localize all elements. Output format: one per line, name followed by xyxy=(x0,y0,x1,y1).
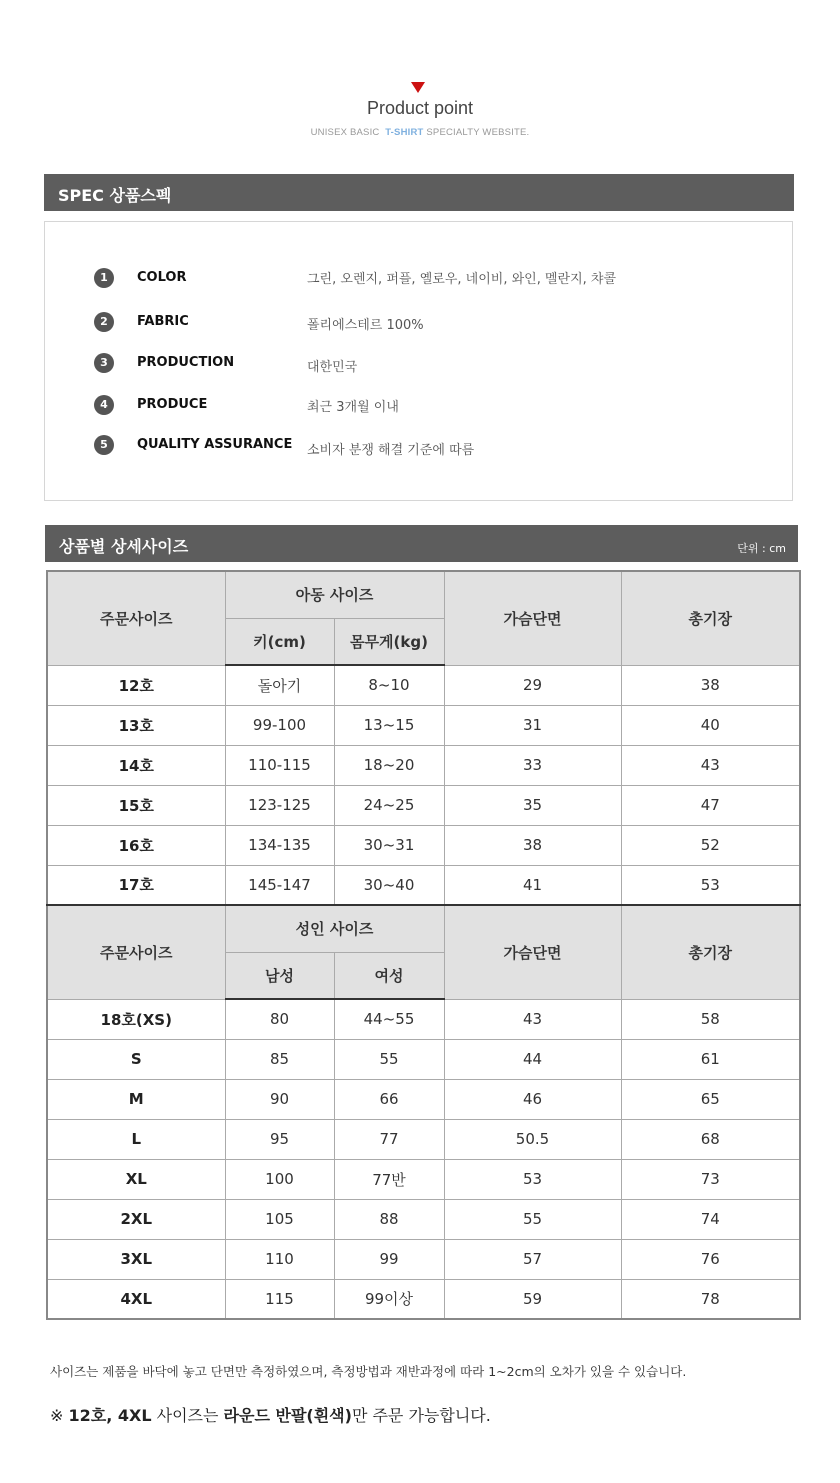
cell: 52 xyxy=(621,825,800,865)
unit-label: 단위 : cm xyxy=(737,542,786,555)
spec-box xyxy=(44,221,793,501)
cell: 55 xyxy=(444,1199,621,1239)
cell-size: 3XL xyxy=(47,1239,225,1279)
col-chest: 가슴단면 xyxy=(444,905,621,999)
cell: 46 xyxy=(444,1079,621,1119)
cell: 134-135 xyxy=(225,825,334,865)
number-badge-icon: 2 xyxy=(94,312,114,332)
spec-value: 소비자 분쟁 해결 기준에 따름 xyxy=(307,443,475,458)
col-length: 총기장 xyxy=(621,905,800,999)
cell: 8~10 xyxy=(334,665,444,705)
spec-row-fabric xyxy=(45,310,792,332)
order-note xyxy=(50,1403,491,1426)
cell-size: S xyxy=(47,1039,225,1079)
table-header-row xyxy=(47,905,800,952)
spec-row-produce xyxy=(45,393,792,415)
spec-row-quality xyxy=(45,433,792,458)
cell: 43 xyxy=(621,745,800,785)
size-table xyxy=(46,570,801,1320)
number-badge-icon: 1 xyxy=(94,268,114,288)
spec-value: 폴리에스테르 100% xyxy=(307,318,424,333)
cell-size: 15호 xyxy=(47,785,225,825)
spec-value: 대한민국 xyxy=(307,360,358,375)
col-female: 여성 xyxy=(334,952,444,999)
cell: 88 xyxy=(334,1199,444,1239)
cell: 115 xyxy=(225,1279,334,1319)
note-prefix: ※ xyxy=(50,1406,69,1425)
spec-header-bar xyxy=(44,174,794,211)
number-badge-icon: 4 xyxy=(94,395,114,415)
cell-size: 18호(XS) xyxy=(47,999,225,1039)
spec-key: COLOR xyxy=(137,270,187,285)
cell: 44 xyxy=(444,1039,621,1079)
table-row xyxy=(47,665,800,705)
cell: 58 xyxy=(621,999,800,1039)
number-badge-icon: 5 xyxy=(94,435,114,455)
cell: 40 xyxy=(621,705,800,745)
cell: 80 xyxy=(225,999,334,1039)
cell-size: 14호 xyxy=(47,745,225,785)
cell: 145-147 xyxy=(225,865,334,905)
cell: 47 xyxy=(621,785,800,825)
cell: 77 xyxy=(334,1119,444,1159)
note-bold-sizes: 12호, 4XL xyxy=(68,1406,152,1425)
table-row xyxy=(47,1159,800,1199)
cell-size: 17호 xyxy=(47,865,225,905)
col-order-size: 주문사이즈 xyxy=(47,571,225,665)
cell-size: 4XL xyxy=(47,1279,225,1319)
spec-key: PRODUCE xyxy=(137,397,208,412)
cell: 53 xyxy=(444,1159,621,1199)
cell-size: M xyxy=(47,1079,225,1119)
cell: 38 xyxy=(621,665,800,705)
cell: 59 xyxy=(444,1279,621,1319)
section-subtitle xyxy=(0,127,840,138)
cell: 76 xyxy=(621,1239,800,1279)
cell: 50.5 xyxy=(444,1119,621,1159)
spec-value: 최근 3개월 이내 xyxy=(307,400,399,415)
cell: 55 xyxy=(334,1039,444,1079)
col-chest: 가슴단면 xyxy=(444,571,621,665)
table-row xyxy=(47,1039,800,1079)
spec-row-color xyxy=(45,266,792,288)
size-header-bar xyxy=(45,525,798,562)
cell-size: 13호 xyxy=(47,705,225,745)
cell: 33 xyxy=(444,745,621,785)
cell: 99 xyxy=(334,1239,444,1279)
cell: 123-125 xyxy=(225,785,334,825)
spec-value: 그린, 오렌지, 퍼플, 옐로우, 네이비, 와인, 멜란지, 챠콜 xyxy=(307,272,617,287)
table-row xyxy=(47,745,800,785)
subtitle-post: SPECIALTY WEBSITE. xyxy=(426,127,530,138)
cell: 29 xyxy=(444,665,621,705)
cell: 110 xyxy=(225,1239,334,1279)
spec-key: FABRIC xyxy=(137,314,189,329)
cell: 99이상 xyxy=(334,1279,444,1319)
spec-key: PRODUCTION xyxy=(137,355,235,370)
size-title: 상품별 상세사이즈 xyxy=(59,537,189,556)
cell: 95 xyxy=(225,1119,334,1159)
cell: 61 xyxy=(621,1039,800,1079)
col-adult-group: 성인 사이즈 xyxy=(225,905,444,952)
cell: 77반 xyxy=(334,1159,444,1199)
col-order-size: 주문사이즈 xyxy=(47,905,225,999)
table-row xyxy=(47,1279,800,1319)
section-title: Product point xyxy=(366,98,474,118)
cell: 38 xyxy=(444,825,621,865)
note-text: 사이즈는 xyxy=(151,1406,224,1425)
cell: 74 xyxy=(621,1199,800,1239)
table-row xyxy=(47,865,800,905)
note-bold-style: 라운드 반팔(흰색) xyxy=(223,1406,352,1425)
cell-size: L xyxy=(47,1119,225,1159)
cell: 85 xyxy=(225,1039,334,1079)
cell: 68 xyxy=(621,1119,800,1159)
cell: 105 xyxy=(225,1199,334,1239)
cell-size: 2XL xyxy=(47,1199,225,1239)
cell: 99-100 xyxy=(225,705,334,745)
cell: 44~55 xyxy=(334,999,444,1039)
cell: 57 xyxy=(444,1239,621,1279)
down-arrow-icon xyxy=(411,82,425,93)
number-badge-icon: 3 xyxy=(94,353,114,373)
table-row xyxy=(47,1079,800,1119)
spec-key: QUALITY ASSURANCE xyxy=(137,437,293,452)
subtitle-highlight: T-SHIRT xyxy=(385,127,424,138)
cell: 66 xyxy=(334,1079,444,1119)
cell: 43 xyxy=(444,999,621,1039)
cell: 30~40 xyxy=(334,865,444,905)
cell: 31 xyxy=(444,705,621,745)
cell: 73 xyxy=(621,1159,800,1199)
spec-row-production xyxy=(45,351,792,373)
cell: 110-115 xyxy=(225,745,334,785)
col-weight: 몸무게(kg) xyxy=(334,618,444,665)
cell: 돌아기 xyxy=(225,665,334,705)
cell-size: XL xyxy=(47,1159,225,1199)
cell: 30~31 xyxy=(334,825,444,865)
note-text: 만 주문 가능합니다. xyxy=(351,1406,491,1425)
cell: 13~15 xyxy=(334,705,444,745)
cell-size: 16호 xyxy=(47,825,225,865)
spec-title: SPEC 상품스펙 xyxy=(58,186,172,205)
col-height: 키(cm) xyxy=(225,618,334,665)
table-row xyxy=(47,999,800,1039)
cell: 53 xyxy=(621,865,800,905)
cell: 35 xyxy=(444,785,621,825)
col-length: 총기장 xyxy=(621,571,800,665)
col-male: 남성 xyxy=(225,952,334,999)
cell: 90 xyxy=(225,1079,334,1119)
subtitle-pre: UNISEX BASIC xyxy=(310,127,380,138)
table-row xyxy=(47,785,800,825)
cell: 18~20 xyxy=(334,745,444,785)
col-kids-group: 아동 사이즈 xyxy=(225,571,444,618)
cell: 100 xyxy=(225,1159,334,1199)
table-row xyxy=(47,1119,800,1159)
table-header-row xyxy=(47,571,800,618)
measurement-note: 사이즈는 제품을 바닥에 놓고 단면만 측정하였으며, 측정방법과 재반과정에 따라 1~2cm의 오차가 있을 수 있습니다. xyxy=(50,1364,687,1379)
table-row xyxy=(47,1199,800,1239)
table-row xyxy=(47,825,800,865)
cell-size: 12호 xyxy=(47,665,225,705)
cell: 41 xyxy=(444,865,621,905)
table-row xyxy=(47,1239,800,1279)
table-row xyxy=(47,705,800,745)
cell: 24~25 xyxy=(334,785,444,825)
cell: 78 xyxy=(621,1279,800,1319)
cell: 65 xyxy=(621,1079,800,1119)
